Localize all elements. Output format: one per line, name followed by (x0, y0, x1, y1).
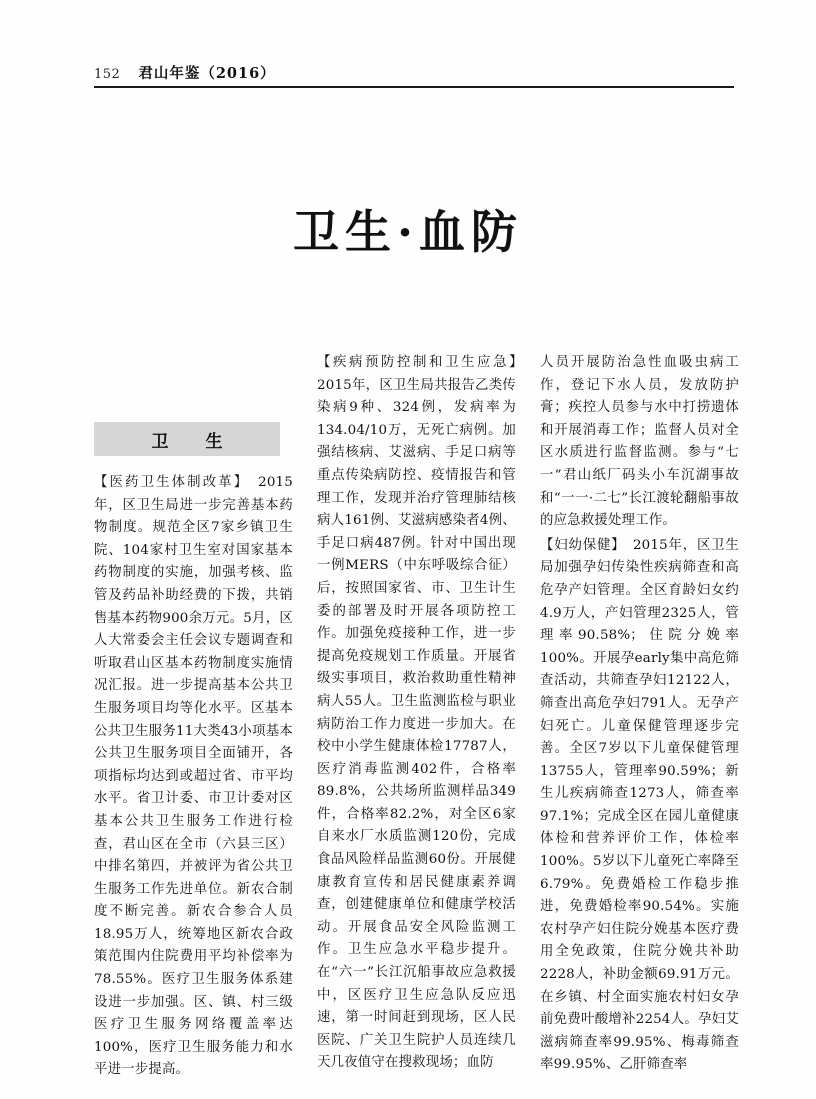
paragraph: 【妇幼保健】 2015年，区卫生局加强孕妇传染性疾病筛查和高危孕产妇管理。全区育龄妇女约4.9万人，产妇管理2325人，管理率90.58%；住院分娩率100%。开展孕early集中高危筛查活动，共筛查孕妇12122人，筛查出高危孕妇791人。无孕产妇死亡。儿童保健管理逐步完善。全区7岁以下儿童保健管理13755人，管理率90.59%；新生儿疾病筛查1273人，筛查率97.1%；完成全区在园儿童健康体检和营养评价工作，体检率100%。5岁以下儿童死亡率降至6.79%。免费婚检工作稳步推进，免费婚检率90.54%。实施农村孕产妇住院分娩基本医疗费用全免政策，住院分娩共补助2228人，补助金额69.91万元。在乡镇、村全面实施农村妇女孕前免费叶酸增补2254人。孕妇艾滋病筛查率99.95%、梅毒筛查率99.95%、乙肝筛查率 (540, 537, 739, 1073)
column-right (540, 352, 739, 1073)
paragraph: 人员开展防治急性血吸虫病工作，登记下水人员，发放防护膏；疾控人员参与水中打捞遗体和开展消毒工作；监督人员对全区水质进行监督监测。参与“七一”君山纸厂码头小车沉湖事故和“一一·二七”长江渡轮翻船事故的应急救援处理工作。 (540, 355, 739, 529)
book-title: 君山年鉴（2016） (138, 65, 276, 82)
article-columns (94, 352, 740, 1078)
paragraph: 【医药卫生体制改革】 2015年，区卫生局进一步完善基本药物制度。规范全区7家乡镇卫生院、104家村卫生室对国家基本药物制度的实施，加强考核、监管及药品补助经费的下拨，共销售基本药物900余万元。5月，区人大常委会主任会议专题调查和听取君山区基本药物制度实施情况汇报。进一步提高基本公共卫生服务项目均等化水平。区基本公共卫生服务11大类43小项基本公共卫生服务项目全面铺开，各项指标均达到或超过省、市平均水平。省卫计委、市卫计委对区基本公共卫生服务工作进行检查，君山区在全市（六县三区）中排名第四，并被评为省公共卫生服务工作先进单位。新农合制度不断完善。新农合参合人员18.95万人，统筹地区新农合政策范围内住院费用平均补偿率为78.55%。医疗卫生服务体系建设进一步加强。区、镇、村三级医疗卫生服务网络覆盖率达100%，医疗卫生服务能力和水平进一步提高。 (94, 475, 293, 1078)
subsection-banner-label: 卫 生 (151, 431, 233, 452)
column-left (94, 352, 293, 1078)
subsection-banner (94, 422, 280, 456)
running-head (94, 62, 734, 83)
paragraph: 【疾病预防控制和卫生应急】 2015年，区卫生局共报告乙类传染病9种、324例，发病率为134.04/10万，无死亡病例。加强结核病、艾滋病、手足口病等重点传染病防控、疫情报告和管理工作，发现并治疗管理肺结核病人161例、艾滋病感染者4例、手足口病487例。针对中国出现一例MERS（中东呼吸综合征）后，按照国家省、市、卫生计生委的部署及时开展各项防控工作。加强免疫接种工作，进一步提高免疫规划工作质量。开展省级实事项目，救治救助重性精神病人55人。卫生监测监检与职业病防治工作力度进一步加大。在校中小学生健康体检17787人，医疗消毒监测402件，合格率89.8%，公共场所监测样品349件，合格率82.2%，对全区6家自来水厂水质监测120份，完成食品风险样品监测60份。开展健康教育宣传和居民健康素养调查，创建健康单位和健康学校活动。开展食品安全风险监测工作。卫生应急水平稳步提升。在“六一”长江沉船事故应急救援中，区医疗卫生应急队反应迅速，第一时间赶到现场，区人民医院、广关卫生院护人员连续几天几夜值守在搜救现场；血防 (317, 355, 530, 1071)
page-number: 152 (94, 67, 121, 82)
header-rule (94, 86, 734, 88)
column-middle (317, 352, 530, 1071)
page-title: 卫生·血防 (292, 205, 523, 259)
